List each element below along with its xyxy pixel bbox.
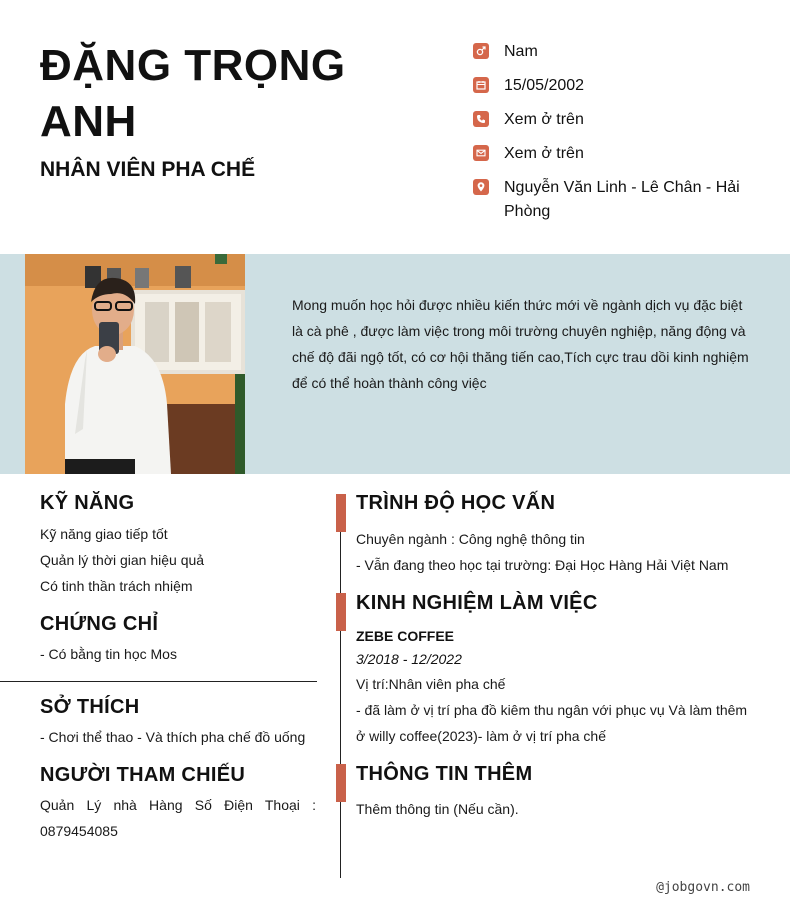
info-email (473, 142, 763, 166)
skills-list (40, 521, 204, 599)
list-item: Quản lý thời gian hiệu quả (40, 552, 205, 568)
gender-value: Nam (504, 43, 538, 60)
section-divider (0, 681, 317, 682)
career-objective: Mong muốn học hỏi được nhiều kiến thức mới về ngành dịch vụ đặc biệt là cà phê , được làm việc trong môi trường chuyên nghiệp, năng động và chế độ đãi ngộ tốt, có cơ hội thăng tiến cao,Tích cực trau dồi kinh nghiệm để có thể hoàn thành công việc (292, 297, 749, 391)
experience-period: 3/2018 - 12/2022 (356, 651, 462, 667)
additional-text: Thêm thông tin (Nếu cần). (356, 801, 519, 817)
education-major: Chuyên ngành : Công nghệ thông tin (356, 531, 585, 547)
calendar-icon (473, 77, 489, 93)
skills-heading: KỸ NĂNG (40, 492, 135, 514)
education-school: - Vẫn đang theo học tại trường: Đại Học Hàng Hải Việt Nam (356, 557, 729, 573)
birthdate-value: 15/05/2002 (504, 77, 585, 94)
address-value: Nguyễn Văn Linh - Lê Chân - Hải Phòng (504, 179, 740, 220)
profile-photo (25, 254, 245, 474)
references-heading: NGƯỜI THAM CHIẾU (40, 764, 246, 786)
hobbies-text: - Chơi thể thao - Và thích pha chế đồ uống (40, 729, 306, 745)
list-item: - Có bằng tin học Mos (40, 646, 177, 662)
email-value: Xem ở trên (504, 145, 584, 162)
personal-info (473, 40, 763, 234)
watermark: @jobgovn.com (656, 880, 750, 895)
certificates-heading: CHỨNG CHỈ (40, 613, 159, 635)
references-text: Quản Lý nhà Hàng Số Điện Thoại : 0879454085 (40, 797, 316, 839)
additional-heading: THÔNG TIN THÊM (356, 763, 533, 785)
info-birthdate (473, 74, 763, 98)
info-gender (473, 40, 763, 64)
hobbies-heading: SỞ THÍCH (40, 696, 140, 718)
experience-heading: KINH NGHIỆM LÀM VIỆC (356, 592, 598, 614)
education-marker (336, 494, 346, 532)
experience-marker (336, 593, 346, 631)
phone-value: Xem ở trên (504, 111, 584, 128)
phone-icon (473, 111, 489, 127)
experience-position: Vị trí:Nhân viên pha chế (356, 676, 506, 692)
list-item: Có tinh thần trách nhiệm (40, 578, 193, 594)
job-title: NHÂN VIÊN PHA CHẾ (40, 158, 256, 181)
timeline-line (340, 494, 341, 878)
certificates-list (40, 641, 177, 667)
info-address (473, 176, 763, 224)
experience-details (356, 671, 754, 749)
education-details (356, 526, 756, 578)
list-item: Kỹ năng giao tiếp tốt (40, 526, 168, 542)
candidate-name: ĐẶNG TRỌNG ANH (40, 41, 346, 146)
experience-company: ZEBE COFFEE (356, 628, 455, 644)
education-heading: TRÌNH ĐỘ HỌC VẤN (356, 492, 556, 514)
email-icon (473, 145, 489, 161)
additional-marker (336, 764, 346, 802)
experience-description: - đã làm ở vị trí pha đồ kiêm thu ngân với phục vụ Và làm thêm ở willy coffee(2023)- làm ở vị trí pha chế (356, 702, 748, 744)
info-phone (473, 108, 763, 132)
gender-icon (473, 43, 489, 59)
location-icon (473, 179, 489, 195)
